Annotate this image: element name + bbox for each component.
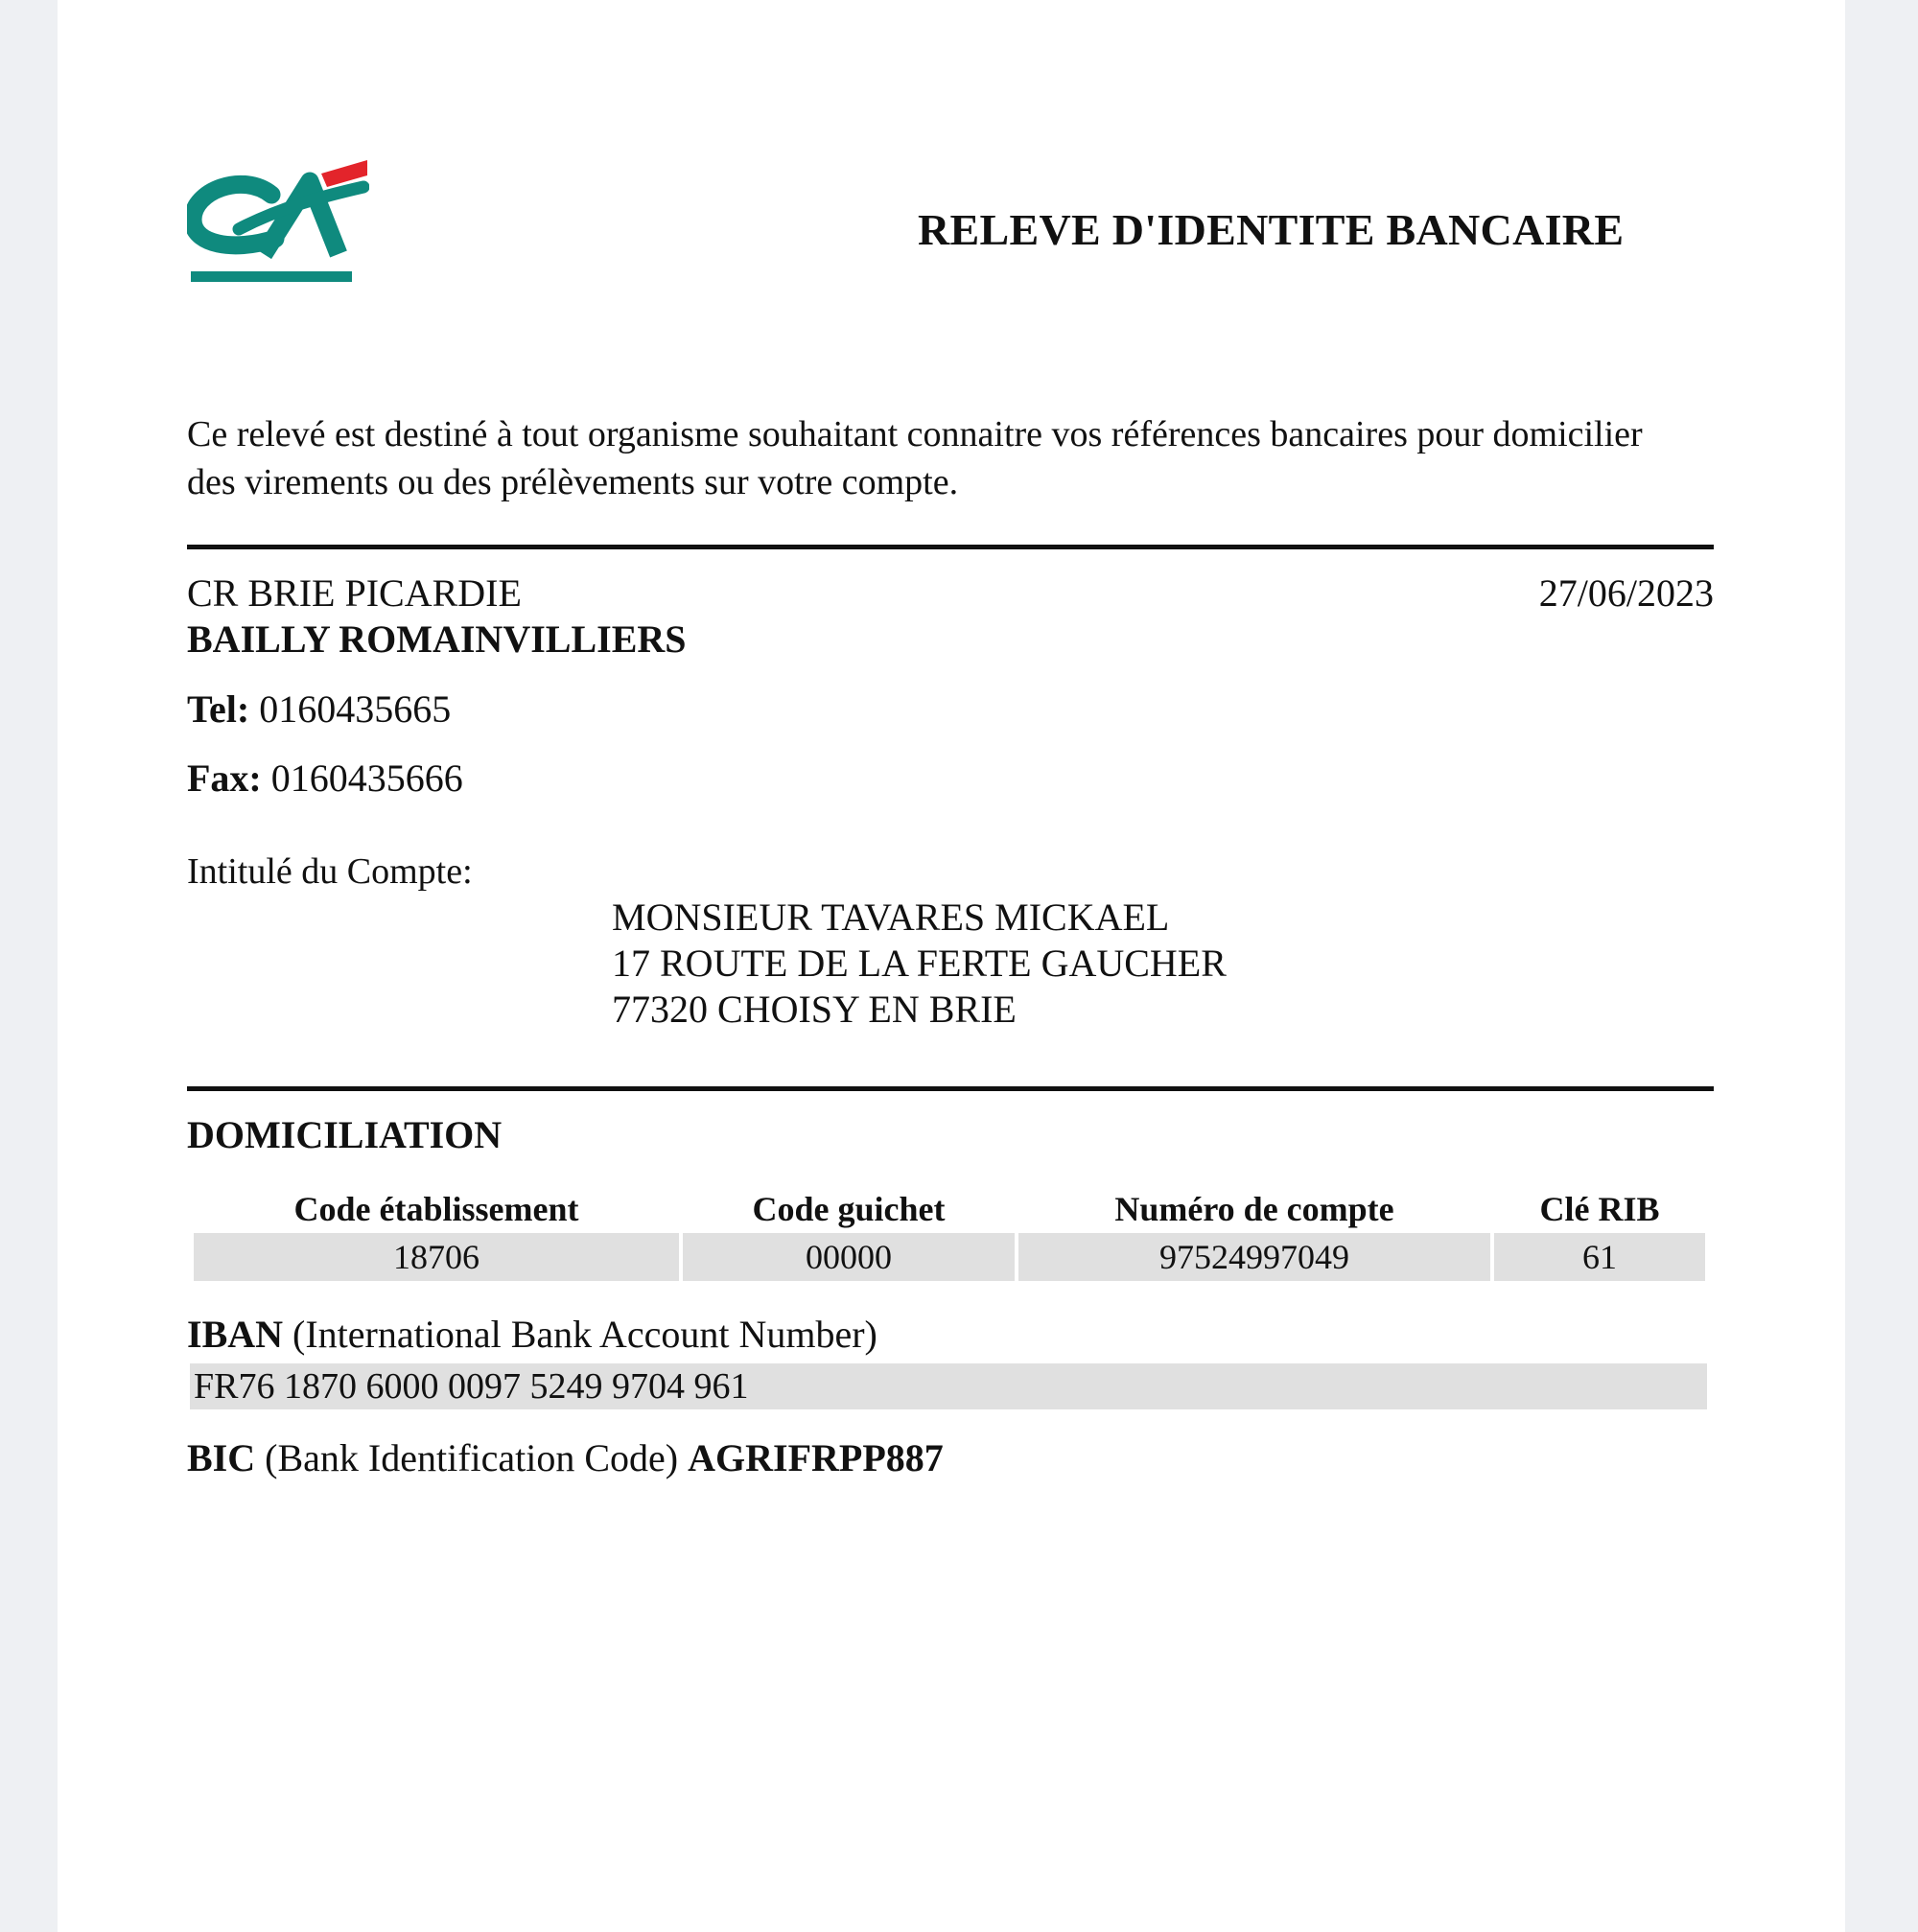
credit-agricole-logo: [187, 158, 369, 283]
iban-label: IBAN: [187, 1313, 284, 1356]
header-code-etablissement: Code établissement: [293, 1190, 579, 1228]
header-cle-rib: Clé RIB: [1539, 1190, 1660, 1228]
fax-line: [187, 756, 463, 802]
rib-header-row: [194, 1185, 1705, 1233]
phone-number: 0160435665: [259, 687, 452, 731]
value-numero-compte: 97524997049: [1018, 1233, 1490, 1281]
fax-label: Fax:: [187, 757, 262, 800]
iban-description: (International Bank Account Number): [292, 1313, 877, 1356]
bic-description: (Bank Identification Code): [265, 1436, 679, 1479]
domiciliation-title: DOMICILIATION: [187, 1113, 503, 1156]
holder-address-line-2: 77320 CHOISY EN BRIE: [612, 988, 1017, 1031]
header-numero-compte: Numéro de compte: [1114, 1190, 1394, 1228]
value-cle-rib: 61: [1494, 1233, 1705, 1281]
bic-line: [187, 1435, 944, 1481]
bic-label: BIC: [187, 1436, 256, 1479]
rib-value-row: [194, 1233, 1705, 1281]
iban-value: FR76 1870 6000 0097 5249 9704 961: [194, 1366, 749, 1407]
intro-paragraph: Ce relevé est destiné à tout organisme souhaitant connaitre vos références bancaires pour domicilier des virements ou des prélèvements sur votre compte.: [187, 414, 1643, 502]
statement-date: 27/06/2023: [1538, 571, 1714, 615]
bic-value: AGRIFRPP887: [688, 1436, 944, 1479]
phone-line: [187, 687, 451, 733]
header-code-guichet: Code guichet: [752, 1190, 946, 1228]
bank-name: CR BRIE PICARDIE: [187, 571, 522, 615]
iban-heading: [187, 1312, 877, 1358]
divider: [187, 1086, 1714, 1091]
holder-name: MONSIEUR TAVARES MICKAEL: [612, 896, 1170, 939]
document-title: RELEVE D'IDENTITE BANCAIRE: [918, 205, 1625, 254]
phone-label: Tel:: [187, 687, 250, 731]
account-holder-label: Intitulé du Compte:: [187, 851, 473, 892]
iban-field: [190, 1363, 1707, 1409]
divider: [187, 545, 1714, 549]
rib-table: [190, 1185, 1709, 1281]
agency-name: BAILLY ROMAINVILLIERS: [187, 617, 687, 661]
fax-number: 0160435666: [270, 757, 463, 800]
holder-address-line-1: 17 ROUTE DE LA FERTE GAUCHER: [612, 942, 1227, 985]
value-code-etablissement: 18706: [194, 1233, 679, 1281]
value-code-guichet: 00000: [683, 1233, 1015, 1281]
account-holder: [612, 895, 1227, 1033]
